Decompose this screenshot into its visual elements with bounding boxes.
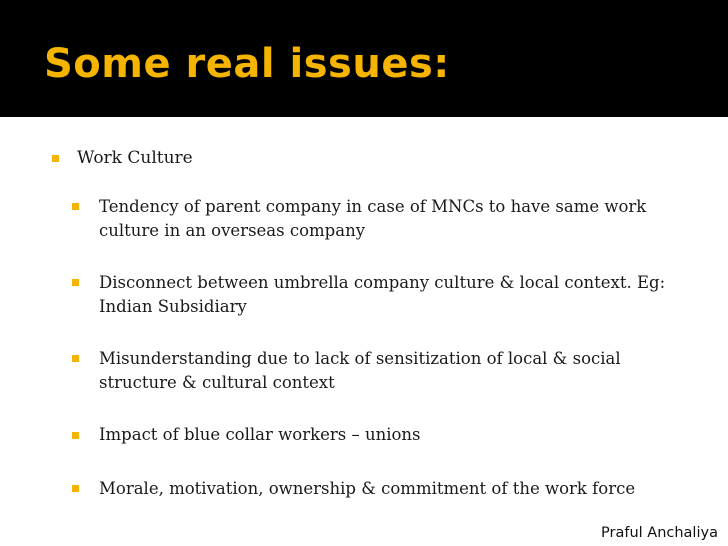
footer-author: Praful Anchaliya bbox=[601, 525, 718, 541]
title-bar bbox=[0, 0, 728, 117]
sub-bullet-marker bbox=[72, 432, 79, 439]
sub-bullet-marker bbox=[72, 279, 79, 286]
sub-bullet-misunderstanding: Misunderstanding due to lack of sensitization of local & social structure & cultural context bbox=[99, 349, 621, 392]
sub-bullet-disconnect: Disconnect between umbrella company culture & local context. Eg: Indian Subsidiary bbox=[99, 273, 666, 316]
bullet-work-culture: Work Culture bbox=[77, 148, 193, 168]
sub-bullet-morale: Morale, motivation, ownership & commitment of the work force bbox=[99, 479, 636, 498]
bullet-marker bbox=[52, 155, 59, 162]
sub-bullet-parent-company: Tendency of parent company in case of MNCs to have same work culture in an overseas company bbox=[99, 197, 647, 240]
slide-title: Some real issues: bbox=[44, 41, 450, 87]
sub-bullet-marker bbox=[72, 485, 79, 492]
sub-bullet-blue-collar: Impact of blue collar workers – unions bbox=[99, 425, 421, 444]
sub-bullet-marker bbox=[72, 355, 79, 362]
sub-bullet-marker bbox=[72, 203, 79, 210]
